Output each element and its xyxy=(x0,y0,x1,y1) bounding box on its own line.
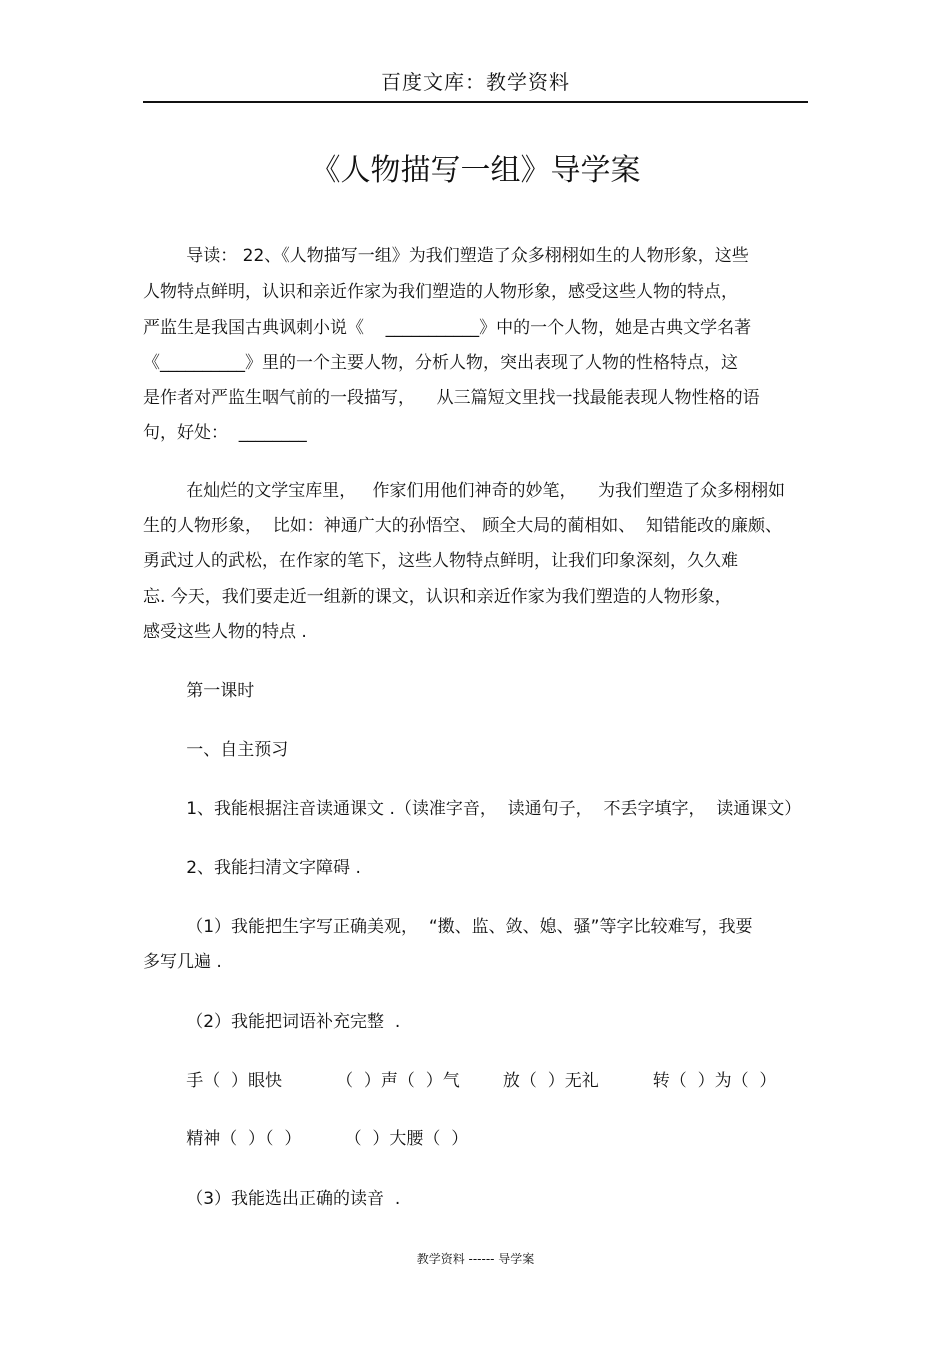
task-item: 1、我能根据注音读通课文 .（读准字音， 读通句子， 不丢字填字， 读通课文） xyxy=(143,799,802,819)
page-header: 百度文库：教学资料 xyxy=(381,70,570,94)
paragraph-line: 感受这些人物的特点 . xyxy=(143,622,307,642)
fill-in-row: 精神（ ）（ ） （ ）大腰（ ） xyxy=(143,1129,469,1149)
paragraph-line: 勇武过人的武松，在作家的笔下，这些人物特点鲜明，让我们印象深刻，久久难 xyxy=(143,551,738,571)
header-rule xyxy=(143,101,808,103)
section-heading: 一、自主预习 xyxy=(143,740,289,760)
intro-line: 是作者对严监生咽气前的一段描写， 从三篇短文里找一找最能表现人物性格的语 xyxy=(143,388,760,408)
intro-line: 人物特点鲜明，认识和亲近作家为我们塑造的人物形象，感受这些人物的特点， xyxy=(143,282,738,302)
fill-in-row: 手（ ）眼快 （ ）声（ ）气 放（ ）无礼 转（ ）为（ ） xyxy=(143,1071,777,1091)
lesson-heading: 第一课时 xyxy=(143,681,255,701)
intro-line: 《__________》里的一个主要人物，分析人物，突出表现了人物的性格特点，这 xyxy=(143,353,738,373)
subtask-line: 多写几遍 . xyxy=(143,952,222,972)
paragraph-line: 忘. 今天，我们要走近一组新的课文，认识和亲近作家为我们塑造的人物形象， xyxy=(143,587,732,607)
page-footer: 教学资料 ------ 导学案 xyxy=(416,1252,535,1266)
intro-line: 导读： 22、《人物描写一组》为我们塑造了众多栩栩如生的人物形象，这些 xyxy=(143,246,749,266)
task-item: 2、我能扫清文字障碍 . xyxy=(143,858,361,878)
document-title: 《人物描写一组》导学案 xyxy=(310,153,641,188)
subtask: （2）我能把词语补充完整 . xyxy=(143,1012,401,1032)
paragraph-line: 在灿烂的文学宝库里， 作家们用他们神奇的妙笔， 为我们塑造了众多栩栩如 xyxy=(143,481,786,501)
intro-line: 严监生是我国古典讽刺小说《 ___________》中的一个人物，她是古典文学名著 xyxy=(143,318,752,338)
subtask-line: （1）我能把生字写正确美观， “擞、监、敛、媳、骚”等字比较难写，我要 xyxy=(143,917,753,937)
subtask: （3）我能选出正确的读音 . xyxy=(143,1189,401,1209)
intro-line: 句，好处： ________ xyxy=(143,423,307,443)
paragraph-line: 生的人物形象， 比如：神通广大的孙悟空、 顾全大局的蔺相如、 知错能改的廉颇、 xyxy=(143,516,783,536)
